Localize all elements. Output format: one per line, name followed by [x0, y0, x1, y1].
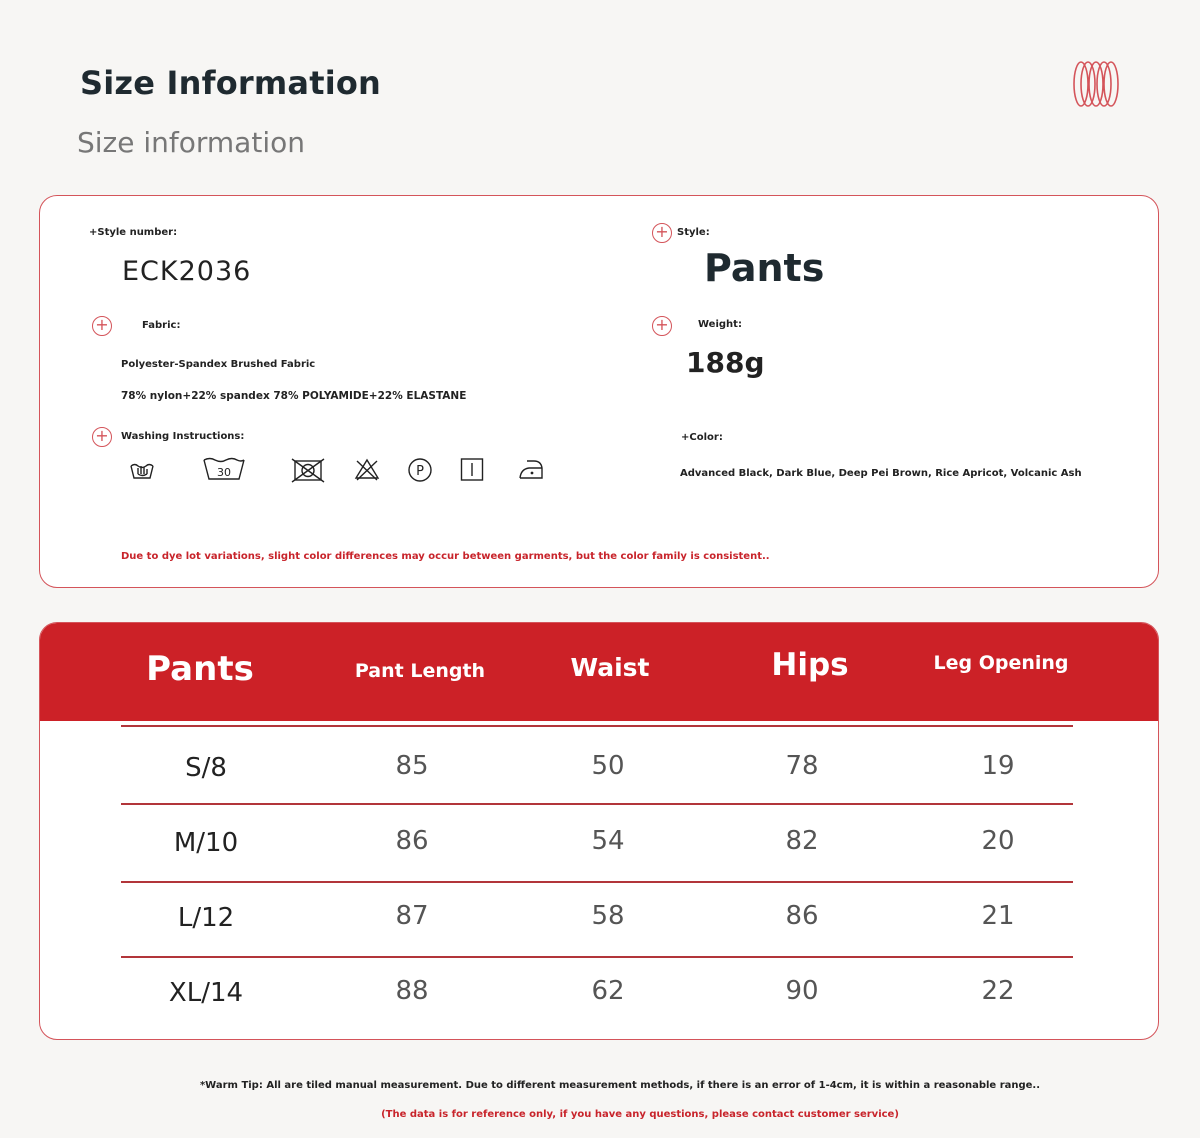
pant-length-cell: 86: [395, 826, 429, 856]
style-value: Pants: [704, 246, 825, 290]
pant-length-cell: 88: [395, 976, 429, 1006]
no-tumble-dry-icon: [290, 457, 326, 483]
row-divider: [121, 956, 1073, 958]
row-divider: [121, 803, 1073, 805]
waist-cell: 54: [591, 826, 625, 856]
row-divider: [121, 725, 1073, 727]
header-pant-length: Pant Length: [354, 660, 486, 682]
hips-cell: 82: [785, 826, 819, 856]
weight-label: Weight:: [698, 319, 742, 330]
plus-icon: +: [652, 316, 672, 336]
rings-logo-icon: [1070, 58, 1122, 110]
weight-value: 188g: [686, 346, 765, 379]
style-number-label: +Style number:: [89, 227, 178, 238]
size-table-header: [40, 623, 1158, 721]
plus-icon: +: [652, 223, 672, 243]
line-dry-icon: [460, 457, 484, 483]
dry-clean-letter: P: [416, 464, 424, 479]
leg-opening-cell: 20: [981, 826, 1015, 856]
page-subtitle: Size information: [77, 126, 305, 159]
row-divider: [121, 881, 1073, 883]
hand-wash-icon: [128, 457, 156, 481]
hips-cell: 86: [785, 901, 819, 931]
washing-label: Washing Instructions:: [121, 431, 245, 442]
size-cell: L/12: [177, 903, 235, 933]
header-leg-opening: Leg Opening: [933, 652, 1069, 674]
waist-cell: 62: [591, 976, 625, 1006]
leg-opening-cell: 21: [981, 901, 1015, 931]
pant-length-cell: 85: [395, 751, 429, 781]
wash-temp: 30: [217, 466, 231, 479]
no-bleach-icon: [354, 457, 380, 481]
plus-icon: +: [92, 316, 112, 336]
waist-cell: 58: [591, 901, 625, 931]
wash-30-icon: [202, 457, 246, 481]
leg-opening-cell: 22: [981, 976, 1015, 1006]
dry-clean-icon: [407, 457, 433, 483]
size-table: [39, 622, 1159, 1040]
header-waist: Waist: [570, 653, 650, 682]
iron-icon: [517, 457, 545, 481]
page-title: Size Information: [80, 64, 382, 102]
fabric-name: Polyester-Spandex Brushed Fabric: [121, 359, 316, 370]
warm-tip: *Warm Tip: All are tiled manual measurement. Due to different measurement methods, if there is an error of 1-4cm, it is within a reasonable range..: [199, 1080, 1041, 1091]
style-label: Style:: [677, 227, 710, 238]
color-label: +Color:: [681, 432, 723, 443]
size-cell: XL/14: [168, 978, 244, 1008]
leg-opening-cell: 19: [981, 751, 1015, 781]
size-cell: M/10: [173, 828, 239, 858]
hips-cell: 78: [785, 751, 819, 781]
waist-cell: 50: [591, 751, 625, 781]
pant-length-cell: 87: [395, 901, 429, 931]
size-cell: S/8: [185, 753, 227, 783]
header-pants: Pants: [146, 649, 254, 689]
header-hips: Hips: [771, 647, 849, 683]
hips-cell: 90: [785, 976, 819, 1006]
fabric-label: Fabric:: [142, 320, 181, 331]
style-number-value: ECK2036: [122, 256, 252, 287]
color-list: Advanced Black, Dark Blue, Deep Pei Brown, Rice Apricot, Volcanic Ash: [680, 468, 1082, 479]
reference-note: (The data is for reference only, if you have any questions, please contact customer service): [381, 1109, 899, 1120]
plus-icon: +: [92, 427, 112, 447]
dye-variation-note: Due to dye lot variations, slight color differences may occur between garments, but the color family is consistent..: [121, 551, 770, 562]
product-info-card: [39, 195, 1159, 588]
fabric-composition: 78% nylon+22% spandex 78% POLYAMIDE+22% ELASTANE: [121, 390, 467, 402]
